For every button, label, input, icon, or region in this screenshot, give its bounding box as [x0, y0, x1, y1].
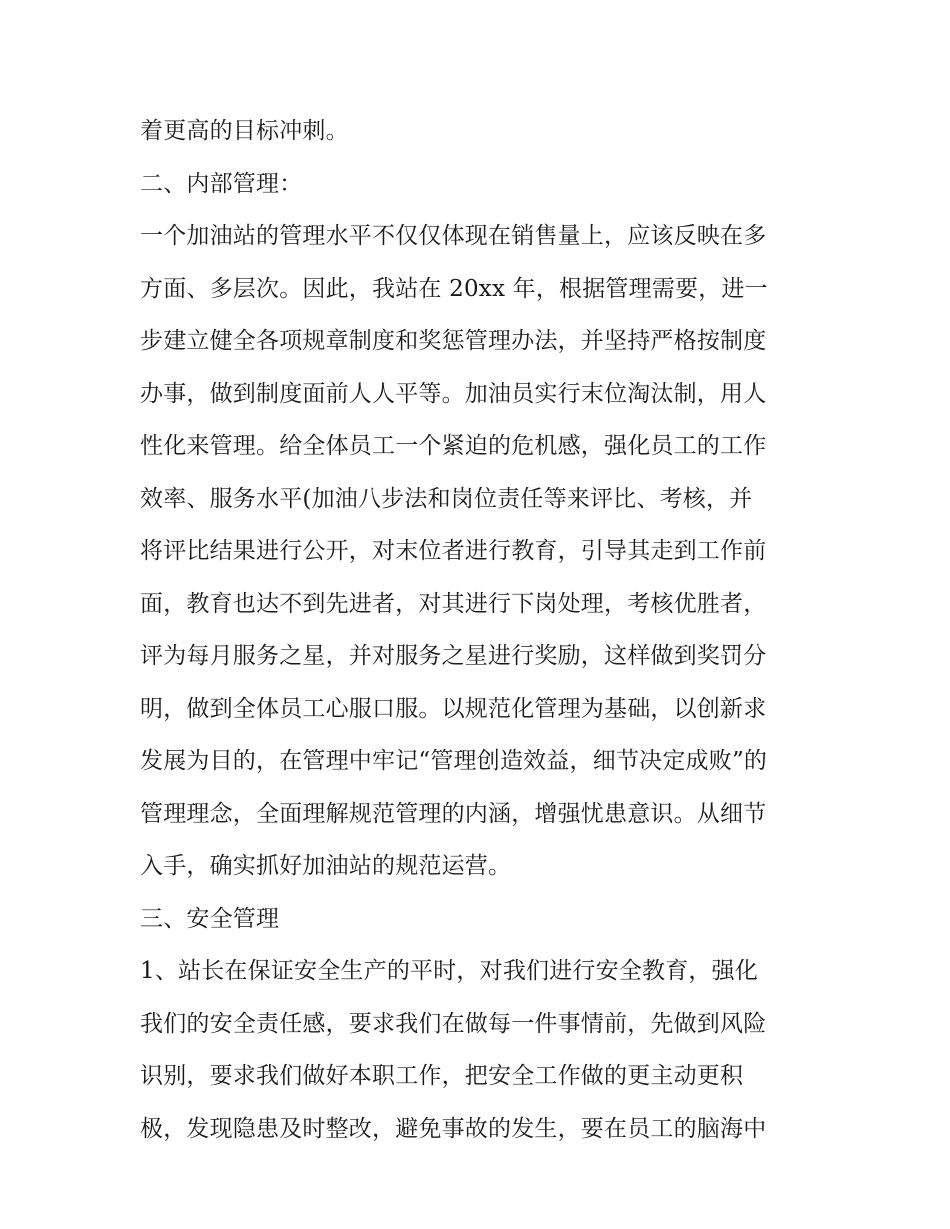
text-line: 一个加油站的管理水平不仅仅体现在销售量上，应该反映在多: [140, 223, 767, 249]
section-heading-safety-management: 三、安全管理: [140, 905, 280, 932]
text-line: 效率、服务水平(加油八步法和岗位责任等来评比、考核，并: [140, 485, 753, 512]
text-line: 着更高的目标冲刺。: [140, 118, 349, 144]
text-line: 步建立健全各项规章制度和奖惩管理办法，并坚持严格按制度: [140, 328, 767, 354]
text-line: 极，发现隐患及时整改，避免事故的发生，要在员工的脑海中: [140, 1115, 767, 1142]
text-line: 办事，做到制度面前人人平等。加油员实行末位淘汰制，用人: [140, 380, 767, 407]
text-line: 管理理念，全面理解规范管理的内涵，增强忧患意识。从细节: [140, 800, 767, 827]
text-line: 评为每月服务之星，并对服务之星进行奖励，这样做到奖罚分: [140, 643, 767, 669]
text-line: 发展为目的，在管理中牢记“管理创造效益，细节决定成败”的: [140, 748, 768, 774]
text-line: 识别，要求我们做好本职工作，把安全工作做的更主动更积: [140, 1063, 744, 1089]
document-body: [140, 105, 820, 1155]
text-line: 1、站长在保证安全生产的平时，对我们进行安全教育，强化: [140, 958, 759, 984]
text-line: 方面、多层次。因此，我站在 20xx 年，根据管理需要，进一: [140, 275, 768, 302]
text-line: 我们的安全责任感，要求我们在做每一件事情前，先做到风险: [140, 1010, 767, 1037]
text-line: 性化来管理。给全体员工一个紧迫的危机感，强化员工的工作: [140, 433, 767, 459]
text-line: 面，教育也达不到先进者，对其进行下岗处理，考核优胜者，: [140, 590, 767, 617]
section-heading-internal-management: 二、内部管理：: [140, 170, 303, 197]
text-line: 将评比结果进行公开，对末位者进行教育，引导其走到工作前: [140, 538, 767, 564]
text-line: 明，做到全体员工心服口服。以规范化管理为基础，以创新求: [140, 695, 767, 722]
text-line: 入手，确实抓好加油站的规范运营。: [140, 853, 512, 879]
